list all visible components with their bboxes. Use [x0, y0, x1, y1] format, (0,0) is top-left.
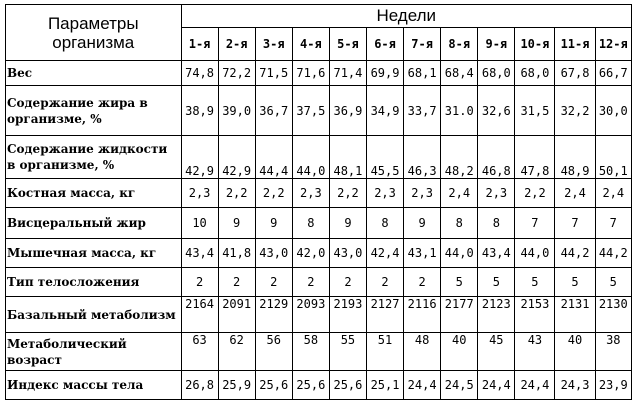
value-cell: 62 — [218, 333, 255, 371]
value-cell: 2,4 — [555, 179, 595, 208]
table-row — [6, 239, 632, 268]
value-cell: 71,4 — [329, 61, 366, 86]
value-cell: 43,0 — [255, 239, 292, 268]
value-cell: 58 — [292, 333, 329, 371]
value-cell: 24,5 — [441, 371, 478, 400]
value-cell: 37,5 — [292, 86, 329, 136]
value-cell: 55 — [329, 333, 366, 371]
value-cell: 71,5 — [255, 61, 292, 86]
value-cell: 43,0 — [329, 239, 366, 268]
value-cell: 2,3 — [181, 179, 218, 208]
value-cell: 2116 — [404, 297, 441, 333]
value-cell: 66,7 — [595, 61, 631, 86]
value-cell: 24,4 — [404, 371, 441, 400]
value-cell: 2 — [255, 268, 292, 297]
value-cell: 34,9 — [366, 86, 403, 136]
value-cell: 2,3 — [366, 179, 403, 208]
value-cell: 40 — [555, 333, 595, 371]
value-cell: 68,0 — [478, 61, 515, 86]
value-cell: 42,9 — [181, 136, 218, 179]
week-header: 5-я — [329, 28, 366, 61]
value-cell: 63 — [181, 333, 218, 371]
value-cell: 9 — [329, 208, 366, 239]
value-cell: 43,1 — [404, 239, 441, 268]
value-cell: 48,2 — [441, 136, 478, 179]
week-header: 12-я — [595, 28, 631, 61]
value-cell: 24,3 — [555, 371, 595, 400]
table-row — [6, 61, 632, 86]
value-cell: 44,2 — [595, 239, 631, 268]
value-cell: 2093 — [292, 297, 329, 333]
value-cell: 5 — [515, 268, 555, 297]
week-header: 2-я — [218, 28, 255, 61]
value-cell: 74,8 — [181, 61, 218, 86]
value-cell: 5 — [555, 268, 595, 297]
value-cell: 9 — [404, 208, 441, 239]
table-row — [6, 136, 632, 179]
value-cell: 46,3 — [404, 136, 441, 179]
value-cell: 68,4 — [441, 61, 478, 86]
value-cell: 2,2 — [515, 179, 555, 208]
value-cell: 2130 — [595, 297, 631, 333]
value-cell: 2193 — [329, 297, 366, 333]
value-cell: 2164 — [181, 297, 218, 333]
value-cell: 25,9 — [218, 371, 255, 400]
value-cell: 2,2 — [255, 179, 292, 208]
value-cell: 8 — [366, 208, 403, 239]
value-cell: 25,6 — [329, 371, 366, 400]
value-cell: 24,4 — [478, 371, 515, 400]
value-cell: 7 — [555, 208, 595, 239]
row-label: Тип телосложения — [6, 268, 182, 297]
value-cell: 23,9 — [595, 371, 631, 400]
value-cell: 36,9 — [329, 86, 366, 136]
value-cell: 2,4 — [441, 179, 478, 208]
value-cell: 38,9 — [181, 86, 218, 136]
value-cell: 7 — [515, 208, 555, 239]
value-cell: 25,1 — [366, 371, 403, 400]
value-cell: 25,6 — [292, 371, 329, 400]
week-header: 8-я — [441, 28, 478, 61]
value-cell: 45 — [478, 333, 515, 371]
value-cell: 48 — [404, 333, 441, 371]
value-cell: 43 — [515, 333, 555, 371]
value-cell: 24,4 — [515, 371, 555, 400]
table-row — [6, 179, 632, 208]
value-cell: 44,0 — [515, 239, 555, 268]
value-cell: 71,6 — [292, 61, 329, 86]
parameters-header: Параметры организма — [6, 5, 182, 61]
table-row — [6, 297, 632, 333]
value-cell: 44,4 — [255, 136, 292, 179]
row-label: Базальный метаболизм — [6, 297, 182, 333]
value-cell: 2131 — [555, 297, 595, 333]
value-cell: 48,9 — [555, 136, 595, 179]
value-cell: 68,0 — [515, 61, 555, 86]
value-cell: 44,2 — [555, 239, 595, 268]
value-cell: 38 — [595, 333, 631, 371]
value-cell: 44,0 — [292, 136, 329, 179]
value-cell: 9 — [255, 208, 292, 239]
value-cell: 8 — [292, 208, 329, 239]
table-row — [6, 333, 632, 371]
row-label: Индекс массы тела — [6, 371, 182, 400]
value-cell: 2 — [218, 268, 255, 297]
value-cell: 8 — [441, 208, 478, 239]
value-cell: 32,6 — [478, 86, 515, 136]
weeks-header: Недели — [181, 5, 631, 28]
row-label: Содержание жира в организме, % — [6, 86, 182, 136]
value-cell: 33,7 — [404, 86, 441, 136]
value-cell: 2,4 — [595, 179, 631, 208]
value-cell: 50,1 — [595, 136, 631, 179]
week-header: 11-я — [555, 28, 595, 61]
value-cell: 2177 — [441, 297, 478, 333]
value-cell: 69,9 — [366, 61, 403, 86]
row-label: Содержание жидкости в организме, % — [6, 136, 182, 179]
value-cell: 40 — [441, 333, 478, 371]
value-cell: 2,3 — [404, 179, 441, 208]
week-header: 1-я — [181, 28, 218, 61]
table-row — [6, 208, 632, 239]
week-header: 7-я — [404, 28, 441, 61]
value-cell: 30,0 — [595, 86, 631, 136]
value-cell: 2 — [366, 268, 403, 297]
value-cell: 51 — [366, 333, 403, 371]
value-cell: 41,8 — [218, 239, 255, 268]
value-cell: 47,8 — [515, 136, 555, 179]
value-cell: 8 — [478, 208, 515, 239]
value-cell: 72,2 — [218, 61, 255, 86]
value-cell: 2 — [181, 268, 218, 297]
value-cell: 7 — [595, 208, 631, 239]
value-cell: 44,0 — [441, 239, 478, 268]
row-label: Вес — [6, 61, 182, 86]
body-parameters-table — [5, 4, 632, 400]
row-label: Метаболический возраст — [6, 333, 182, 371]
value-cell: 67,8 — [555, 61, 595, 86]
row-label: Костная масса, кг — [6, 179, 182, 208]
value-cell: 36,7 — [255, 86, 292, 136]
value-cell: 5 — [595, 268, 631, 297]
value-cell: 68,1 — [404, 61, 441, 86]
value-cell: 2 — [329, 268, 366, 297]
value-cell: 25,6 — [255, 371, 292, 400]
table-row — [6, 268, 632, 297]
value-cell: 43,4 — [181, 239, 218, 268]
value-cell: 9 — [218, 208, 255, 239]
value-cell: 56 — [255, 333, 292, 371]
value-cell: 42,4 — [366, 239, 403, 268]
value-cell: 5 — [441, 268, 478, 297]
value-cell: 43,4 — [478, 239, 515, 268]
row-label: Мышечная масса, кг — [6, 239, 182, 268]
value-cell: 26,8 — [181, 371, 218, 400]
value-cell: 2127 — [366, 297, 403, 333]
value-cell: 5 — [478, 268, 515, 297]
week-header: 3-я — [255, 28, 292, 61]
value-cell: 10 — [181, 208, 218, 239]
value-cell: 46,8 — [478, 136, 515, 179]
value-cell: 32,2 — [555, 86, 595, 136]
value-cell: 2153 — [515, 297, 555, 333]
value-cell: 31.0 — [441, 86, 478, 136]
week-header: 4-я — [292, 28, 329, 61]
week-header: 6-я — [366, 28, 403, 61]
table-row — [6, 86, 632, 136]
value-cell: 45,5 — [366, 136, 403, 179]
value-cell: 2,3 — [478, 179, 515, 208]
value-cell: 42,9 — [218, 136, 255, 179]
table-row — [6, 371, 632, 400]
value-cell: 2,2 — [329, 179, 366, 208]
value-cell: 2,2 — [218, 179, 255, 208]
value-cell: 2,3 — [292, 179, 329, 208]
value-cell: 2 — [404, 268, 441, 297]
value-cell: 39,0 — [218, 86, 255, 136]
value-cell: 42,0 — [292, 239, 329, 268]
row-label: Висцеральный жир — [6, 208, 182, 239]
week-header: 10-я — [515, 28, 555, 61]
value-cell: 31,5 — [515, 86, 555, 136]
value-cell: 2129 — [255, 297, 292, 333]
value-cell: 2091 — [218, 297, 255, 333]
value-cell: 2123 — [478, 297, 515, 333]
week-header: 9-я — [478, 28, 515, 61]
value-cell: 48,1 — [329, 136, 366, 179]
value-cell: 2 — [292, 268, 329, 297]
